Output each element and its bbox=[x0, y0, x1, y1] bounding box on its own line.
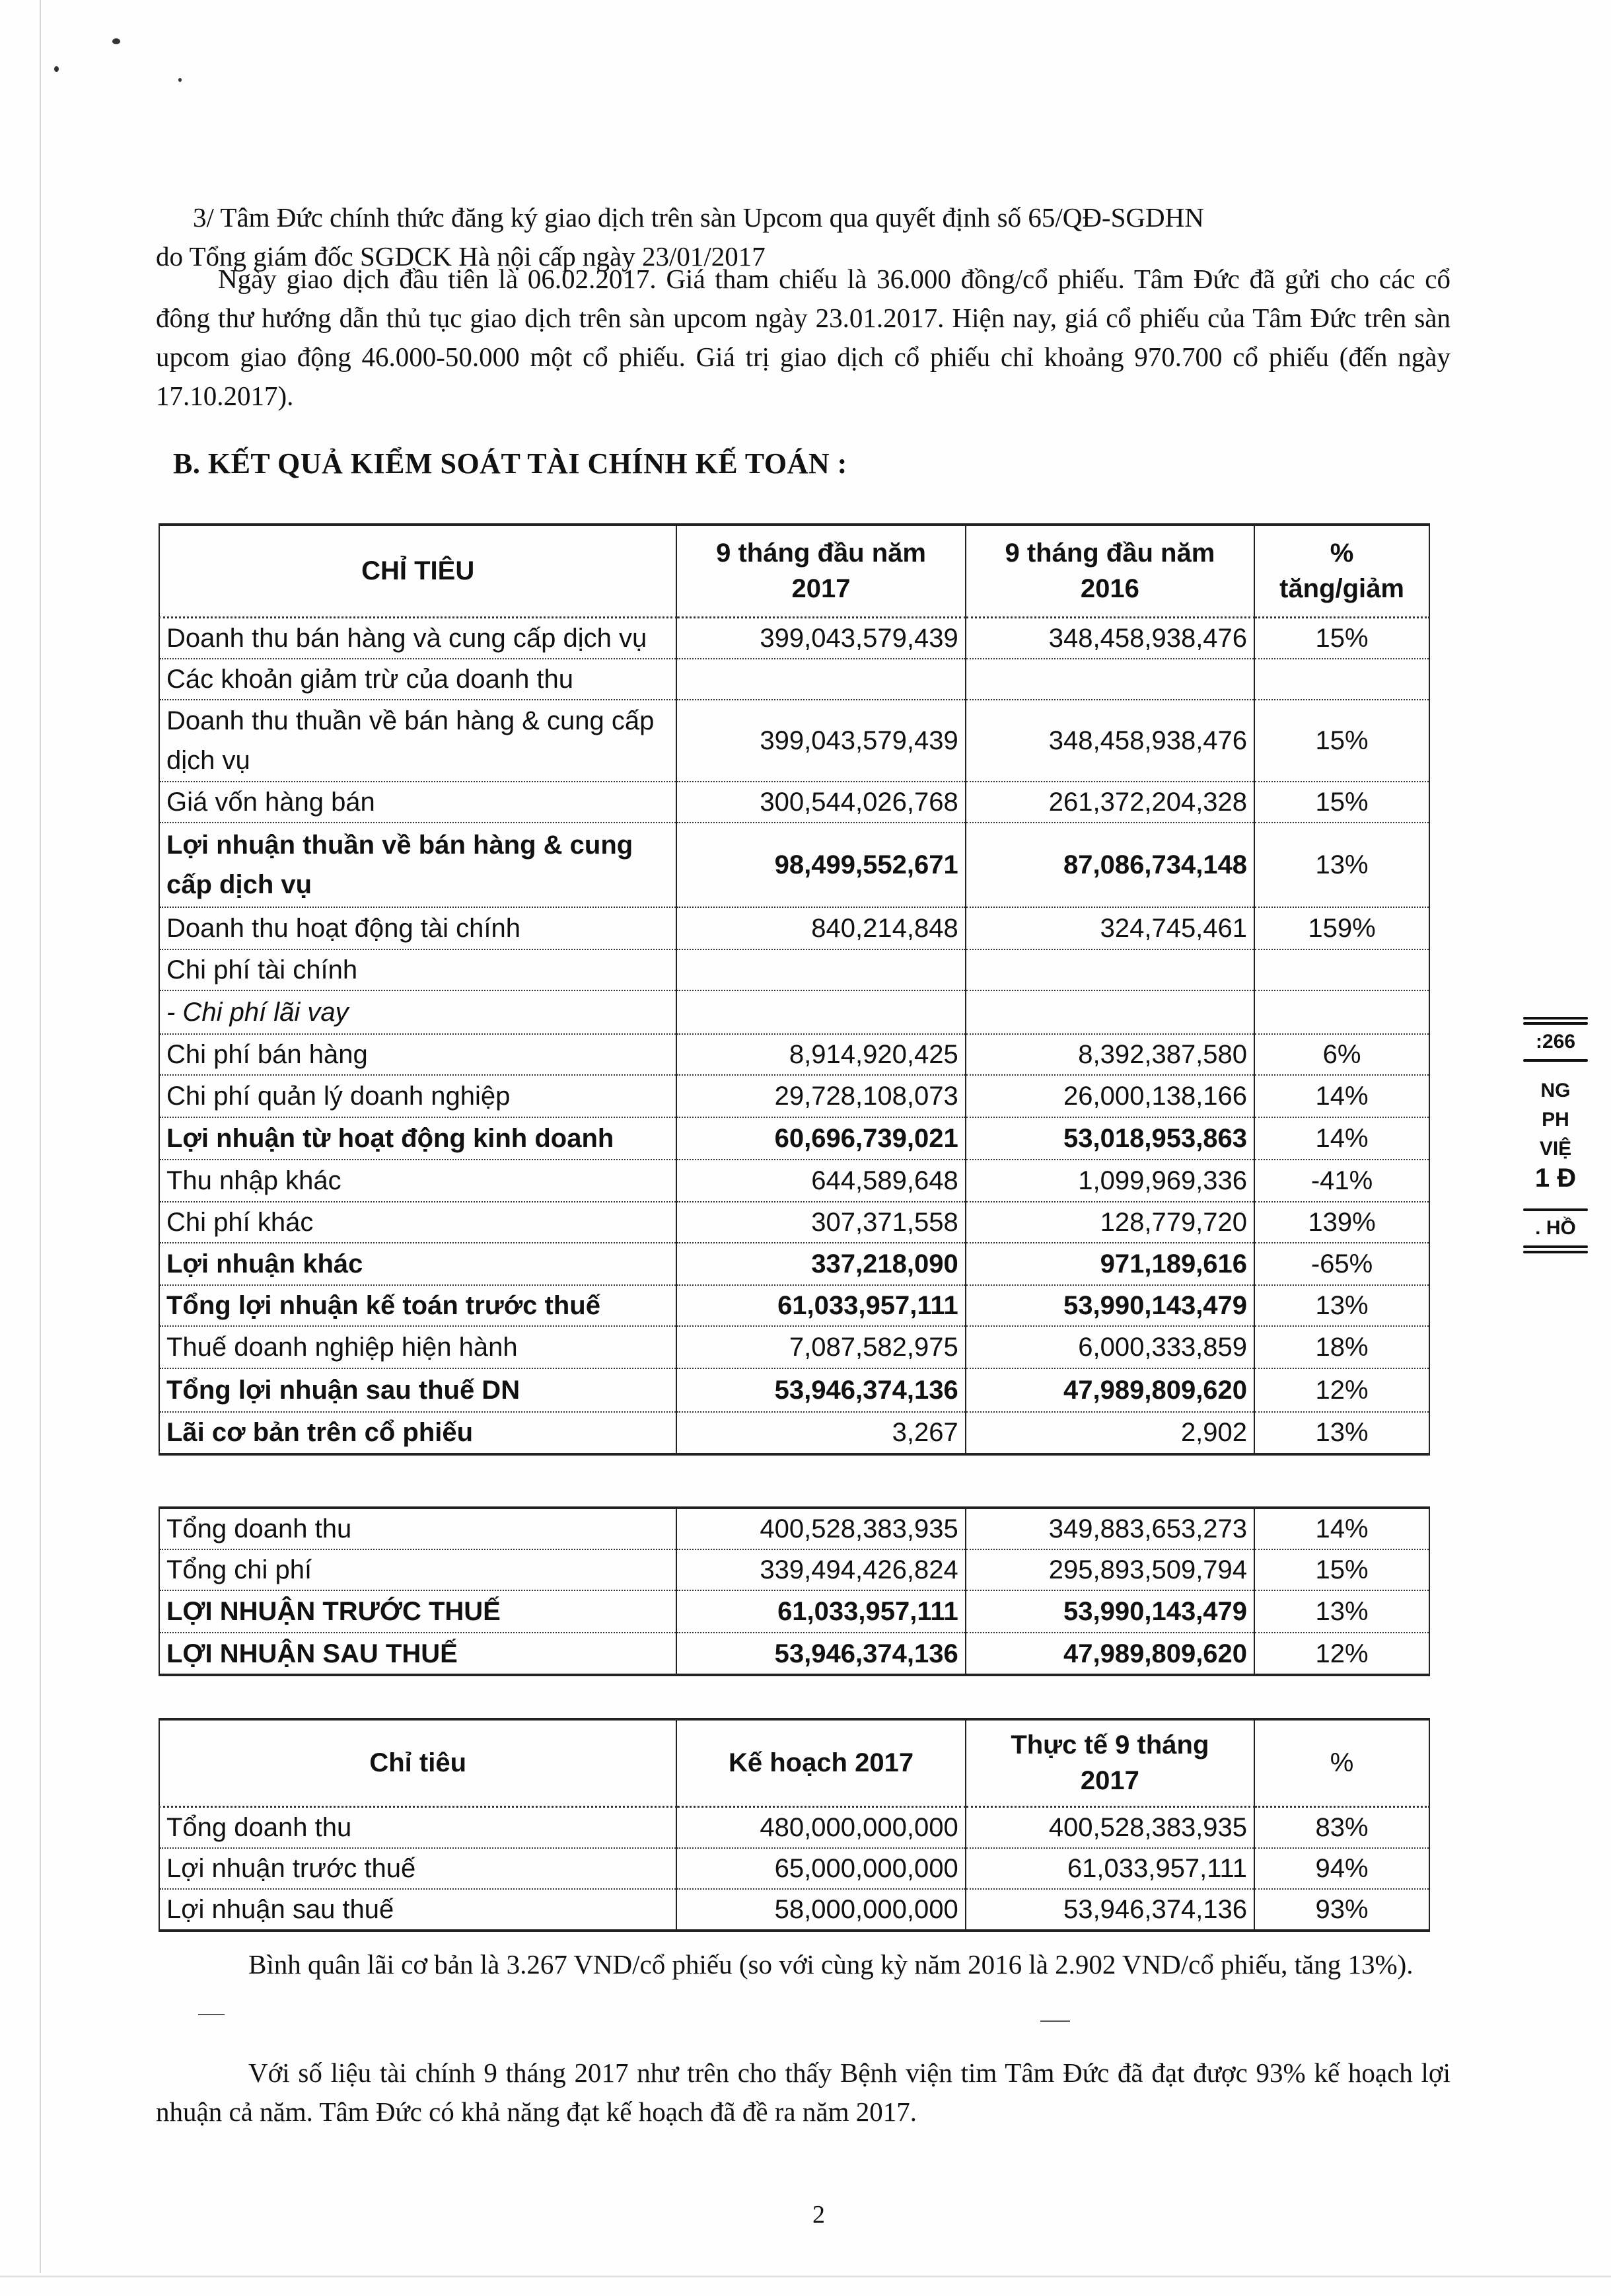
income-statement-table bbox=[159, 523, 1430, 1456]
row-label: Lợi nhuận từ hoạt động kinh doanh bbox=[159, 1117, 676, 1160]
header-2017 bbox=[676, 525, 965, 617]
value-pct: 14% bbox=[1254, 1508, 1429, 1549]
paragraph-trading-info: Ngày giao dịch đầu tiên là 06.02.2017. Giá tham chiếu là 36.000 đồng/cổ phiếu. Tâm Đức đã gửi cho các cổ đông thư hướng dẫn thủ tục giao dịch trên sàn upcom ngày 23.01.2017. Hiện nay, giá cổ phiếu của Tâm Đức trên sàn upcom giao động 46.000-50.000 một cổ phiếu. Giá trị giao dịch cổ phiếu chỉ khoảng 970.700 cổ phiếu (đến ngày 17.10.2017). bbox=[156, 264, 1450, 411]
table-row bbox=[159, 1202, 1429, 1243]
value-2017 bbox=[676, 659, 965, 700]
header-line: Thực tế 9 tháng bbox=[1011, 1730, 1209, 1760]
value-2016: 1,099,969,336 bbox=[966, 1160, 1254, 1202]
value-2017: 53,946,374,136 bbox=[676, 1368, 965, 1412]
value-pct: 12% bbox=[1254, 1368, 1429, 1412]
value-2016: 128,779,720 bbox=[966, 1202, 1254, 1243]
value-plan: 58,000,000,000 bbox=[676, 1889, 965, 1931]
value-pct bbox=[1254, 659, 1429, 700]
stamp-text: 1 Đ bbox=[1534, 1164, 1577, 1193]
scan-edge-line bbox=[40, 0, 41, 2273]
table-row bbox=[159, 1412, 1429, 1454]
stamp-fragment bbox=[1519, 1014, 1592, 1256]
table-row bbox=[159, 949, 1429, 990]
row-label: Thuế doanh nghiệp hiện hành bbox=[159, 1326, 676, 1368]
value-2017: 61,033,957,111 bbox=[676, 1285, 965, 1326]
value-2017: 60,696,739,021 bbox=[676, 1117, 965, 1160]
value-2017: 339,494,426,824 bbox=[676, 1549, 965, 1590]
table-header-row bbox=[159, 525, 1429, 617]
value-plan: 65,000,000,000 bbox=[676, 1848, 965, 1889]
header-chi-tieu: CHỈ TIÊU bbox=[159, 525, 676, 617]
value-pct: 15% bbox=[1254, 782, 1429, 823]
row-label: Tổng lợi nhuận kế toán trước thuế bbox=[159, 1285, 676, 1326]
header-line: 2017 bbox=[1080, 1766, 1139, 1796]
value-2016: 349,883,653,273 bbox=[966, 1508, 1254, 1549]
header-plan-2017: Kế hoạch 2017 bbox=[676, 1719, 965, 1806]
paragraph-conclusion: Với số liệu tài chính 9 tháng 2017 như trên cho thấy Bệnh viện tim Tâm Đức đã đạt được 93% kế hoạch lợi nhuận cả năm. Tâm Đức có khả năng đạt kế hoạch đã đề ra năm 2017. bbox=[156, 2057, 1450, 2127]
stamp-line bbox=[1523, 1022, 1588, 1025]
value-2017 bbox=[676, 990, 965, 1034]
value-2016: 348,458,938,476 bbox=[966, 700, 1254, 782]
table-row bbox=[159, 1848, 1429, 1889]
table-row bbox=[159, 1326, 1429, 1368]
scan-mark bbox=[198, 2014, 225, 2015]
stamp-line bbox=[1523, 1208, 1588, 1211]
value-pct: -41% bbox=[1254, 1160, 1429, 1202]
value-pct: 13% bbox=[1254, 1285, 1429, 1326]
row-label: Giá vốn hàng bán bbox=[159, 782, 676, 823]
plan-vs-actual-table bbox=[159, 1718, 1430, 1932]
value-2017: 399,043,579,439 bbox=[676, 700, 965, 782]
row-label: Tổng doanh thu bbox=[159, 1508, 676, 1549]
row-label: Tổng chi phí bbox=[159, 1549, 676, 1590]
value-2016: 47,989,809,620 bbox=[966, 1633, 1254, 1675]
value-2016: 324,745,461 bbox=[966, 907, 1254, 949]
table-row bbox=[159, 1889, 1429, 1931]
header-pct-change bbox=[1254, 525, 1429, 617]
table-row bbox=[159, 700, 1429, 782]
row-label: Tổng lợi nhuận sau thuế DN bbox=[159, 1368, 676, 1412]
value-2016: 47,989,809,620 bbox=[966, 1368, 1254, 1412]
stamp-text: PH bbox=[1542, 1109, 1569, 1130]
value-actual: 53,946,374,136 bbox=[966, 1889, 1254, 1931]
value-2017: 399,043,579,439 bbox=[676, 617, 965, 659]
value-pct: 15% bbox=[1254, 700, 1429, 782]
value-pct: 14% bbox=[1254, 1075, 1429, 1117]
value-pct: 6% bbox=[1254, 1034, 1429, 1075]
row-label: Doanh thu thuần về bán hàng & cung cấp dịch vụ bbox=[159, 700, 676, 782]
row-label: Chi phí bán hàng bbox=[159, 1034, 676, 1075]
value-pct bbox=[1254, 990, 1429, 1034]
value-pct: 15% bbox=[1254, 1549, 1429, 1590]
value-actual: 61,033,957,111 bbox=[966, 1848, 1254, 1889]
table-row bbox=[159, 1243, 1429, 1285]
table-row bbox=[159, 1368, 1429, 1412]
row-label: Lợi nhuận trước thuế bbox=[159, 1848, 676, 1889]
value-2017: 29,728,108,073 bbox=[676, 1075, 965, 1117]
header-line: 2017 bbox=[791, 574, 851, 604]
paragraph-eps-summary: Bình quân lãi cơ bản là 3.267 VND/cổ phiếu (so với cùng kỳ năm 2016 là 2.902 VND/cổ phiếu, tăng 13%). bbox=[248, 1949, 1414, 1980]
table-row bbox=[159, 823, 1429, 907]
table-row bbox=[159, 1285, 1429, 1326]
value-2017: 307,371,558 bbox=[676, 1202, 965, 1243]
value-pct: 14% bbox=[1254, 1117, 1429, 1160]
value-2016: 87,086,734,148 bbox=[966, 823, 1254, 907]
row-label: Chi phí quản lý doanh nghiệp bbox=[159, 1075, 676, 1117]
header-line: 9 tháng đầu năm bbox=[716, 538, 926, 568]
value-2016: 6,000,333,859 bbox=[966, 1326, 1254, 1368]
value-2017: 840,214,848 bbox=[676, 907, 965, 949]
value-2017: 61,033,957,111 bbox=[676, 1590, 965, 1633]
row-label: LỢI NHUẬN SAU THUẾ bbox=[159, 1633, 676, 1675]
stamp-line bbox=[1523, 1245, 1588, 1248]
header-line: % bbox=[1330, 538, 1354, 568]
row-label: Tổng doanh thu bbox=[159, 1806, 676, 1848]
stamp-text: . HỒ bbox=[1535, 1217, 1576, 1239]
value-2016 bbox=[966, 990, 1254, 1034]
stamp-line bbox=[1523, 1059, 1588, 1062]
value-pct: 15% bbox=[1254, 617, 1429, 659]
scan-bottom-edge bbox=[0, 2276, 1611, 2277]
table-row bbox=[159, 782, 1429, 823]
value-2016: 971,189,616 bbox=[966, 1243, 1254, 1285]
value-2016: 53,990,143,479 bbox=[966, 1285, 1254, 1326]
scan-mark bbox=[1040, 2020, 1070, 2022]
value-plan: 480,000,000,000 bbox=[676, 1806, 965, 1848]
row-label: Doanh thu bán hàng và cung cấp dịch vụ bbox=[159, 617, 676, 659]
row-label: - Chi phí lãi vay bbox=[159, 990, 676, 1034]
value-2017: 98,499,552,671 bbox=[676, 823, 965, 907]
value-2017 bbox=[676, 949, 965, 990]
value-2016 bbox=[966, 659, 1254, 700]
scan-speck bbox=[178, 78, 182, 82]
value-2017: 8,914,920,425 bbox=[676, 1034, 965, 1075]
row-label: LỢI NHUẬN TRƯỚC THUẾ bbox=[159, 1590, 676, 1633]
table-row bbox=[159, 1549, 1429, 1590]
table-row bbox=[159, 990, 1429, 1034]
summary-table bbox=[159, 1506, 1430, 1676]
value-2016: 26,000,138,166 bbox=[966, 1075, 1254, 1117]
stamp-text: VIỆ bbox=[1539, 1138, 1572, 1160]
value-pct: 13% bbox=[1254, 1412, 1429, 1454]
value-2016: 261,372,204,328 bbox=[966, 782, 1254, 823]
row-label: Lợi nhuận sau thuế bbox=[159, 1889, 676, 1931]
value-2017: 337,218,090 bbox=[676, 1243, 965, 1285]
stamp-line bbox=[1523, 1251, 1588, 1253]
header-2016 bbox=[966, 525, 1254, 617]
row-label: Chi phí khác bbox=[159, 1202, 676, 1243]
value-actual: 400,528,383,935 bbox=[966, 1806, 1254, 1848]
table-row bbox=[159, 1508, 1429, 1549]
value-pct: 18% bbox=[1254, 1326, 1429, 1368]
header-line: 9 tháng đầu năm bbox=[1005, 538, 1215, 568]
value-pct bbox=[1254, 949, 1429, 990]
value-2016: 8,392,387,580 bbox=[966, 1034, 1254, 1075]
value-pct: 12% bbox=[1254, 1633, 1429, 1675]
table-row bbox=[159, 1075, 1429, 1117]
table-row bbox=[159, 617, 1429, 659]
header-line: tăng/giảm bbox=[1279, 574, 1404, 604]
value-pct: 139% bbox=[1254, 1202, 1429, 1243]
value-2017: 53,946,374,136 bbox=[676, 1633, 965, 1675]
value-2016: 348,458,938,476 bbox=[966, 617, 1254, 659]
value-2016: 53,990,143,479 bbox=[966, 1590, 1254, 1633]
table-row bbox=[159, 1034, 1429, 1075]
value-2016: 53,018,953,863 bbox=[966, 1117, 1254, 1160]
value-2017: 3,267 bbox=[676, 1412, 965, 1454]
header-chi-tieu: Chỉ tiêu bbox=[159, 1719, 676, 1806]
stamp-text: NG bbox=[1540, 1080, 1571, 1101]
value-pct: 13% bbox=[1254, 1590, 1429, 1633]
value-pct: 159% bbox=[1254, 907, 1429, 949]
row-label: Chi phí tài chính bbox=[159, 949, 676, 990]
value-2016 bbox=[966, 949, 1254, 990]
row-label: Các khoản giảm trừ của doanh thu bbox=[159, 659, 676, 700]
stamp-line bbox=[1523, 1017, 1588, 1019]
page-number: 2 bbox=[812, 2201, 825, 2229]
section-heading: B. KẾT QUẢ KIỂM SOÁT TÀI CHÍNH KẾ TOÁN : bbox=[173, 447, 847, 480]
header-line: 2016 bbox=[1080, 574, 1139, 604]
table-header-row bbox=[159, 1719, 1429, 1806]
value-pct: 13% bbox=[1254, 823, 1429, 907]
table-row bbox=[159, 1117, 1429, 1160]
paragraph-line: do Tổng giám đốc SGDCK Hà nội cấp ngày 23/01/2017 bbox=[156, 241, 766, 272]
scan-speck bbox=[112, 38, 120, 44]
row-label: Lợi nhuận thuần về bán hàng & cung cấp dịch vụ bbox=[159, 823, 676, 907]
value-pct: 83% bbox=[1254, 1806, 1429, 1848]
value-2016: 2,902 bbox=[966, 1412, 1254, 1454]
value-2016: 295,893,509,794 bbox=[966, 1549, 1254, 1590]
table-row bbox=[159, 1806, 1429, 1848]
row-label: Lãi cơ bản trên cổ phiếu bbox=[159, 1412, 676, 1454]
row-label: Doanh thu hoạt động tài chính bbox=[159, 907, 676, 949]
value-pct: -65% bbox=[1254, 1243, 1429, 1285]
paragraph-line: 3/ Tâm Đức chính thức đăng ký giao dịch trên sàn Upcom qua quyết định số 65/QĐ-SGDHN bbox=[193, 202, 1204, 233]
table-row bbox=[159, 1633, 1429, 1675]
value-2017: 400,528,383,935 bbox=[676, 1508, 965, 1549]
value-2017: 7,087,582,975 bbox=[676, 1326, 965, 1368]
value-pct: 93% bbox=[1254, 1889, 1429, 1931]
value-pct: 94% bbox=[1254, 1848, 1429, 1889]
table-row bbox=[159, 1160, 1429, 1202]
value-2017: 644,589,648 bbox=[676, 1160, 965, 1202]
stamp-text: :266 bbox=[1535, 1031, 1576, 1053]
header-actual-9-months bbox=[966, 1719, 1254, 1806]
row-label: Lợi nhuận khác bbox=[159, 1243, 676, 1285]
table-row bbox=[159, 659, 1429, 700]
table-row bbox=[159, 1590, 1429, 1633]
header-pct: % bbox=[1254, 1719, 1429, 1806]
row-label: Thu nhập khác bbox=[159, 1160, 676, 1202]
scan-speck bbox=[54, 66, 59, 72]
value-2017: 300,544,026,768 bbox=[676, 782, 965, 823]
table-row bbox=[159, 907, 1429, 949]
